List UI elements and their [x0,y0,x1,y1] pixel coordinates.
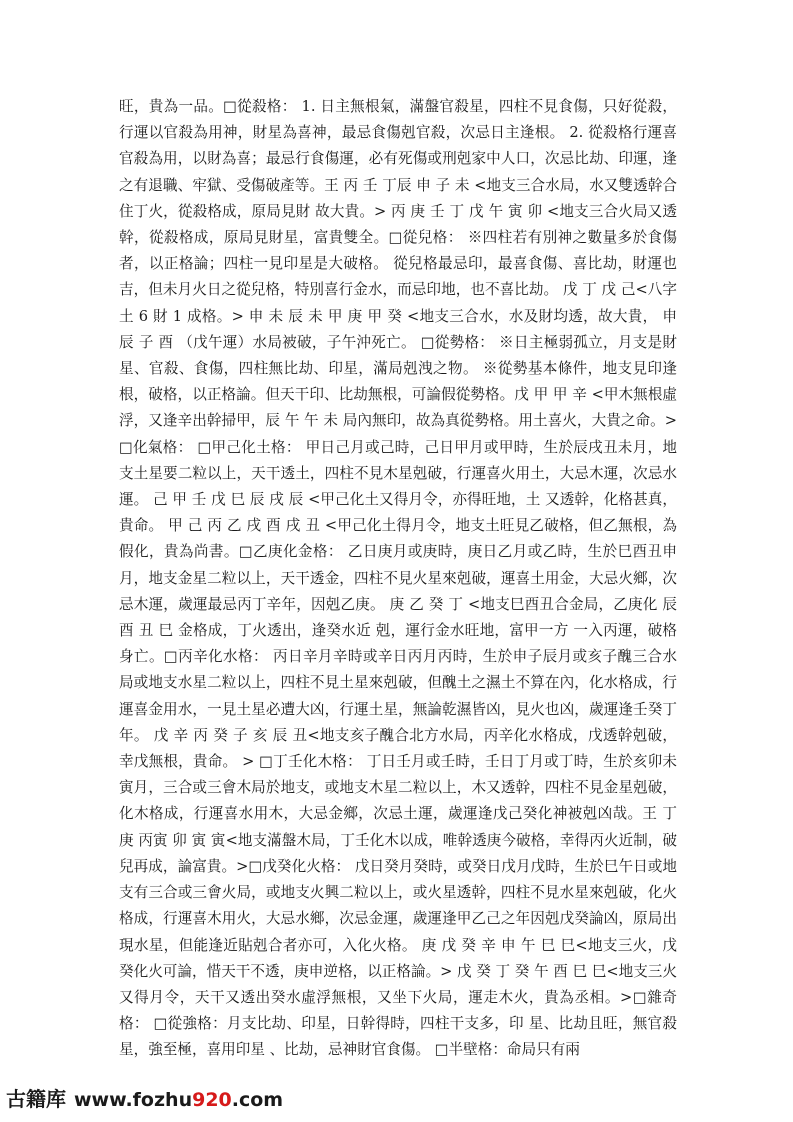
site-name: 古籍库 [6,1087,66,1111]
url-number: 920 [192,1089,232,1111]
footer-watermark [6,1083,283,1112]
site-url[interactable] [74,1089,283,1111]
body-text: 旺，貴為一品。□從殺格： 1. 日主無根氣，滿盤官殺星，四柱不見食傷，只好從殺，行運以官殺為用神，財星為喜神，最忌食傷剋官殺，次忌日主逢根。 2. 從殺格行運喜官殺為用，以財為喜；最忌行食傷運，必有死傷或刑剋家中人口，次忌比劫、印運，逢之有退職、牢獄、受傷破產等。王 丙 壬 丁辰 申 子 未 <地支三合水局，水又雙透幹合 住丁火，從殺格成，原局見財 故大貴。> 丙 庚 壬 丁 戊 午 寅 卯 <地支三合火局又透幹，從殺格成，原局見財星，富貴雙全。□從兒格： ※四柱若有別神之數量多於食傷者，以正格論；四柱一見印星是大破格。 從兒格最忌印，最喜食傷、喜比劫，財運也吉，但未月火日之從兒格，特別喜行金水，而忌印地，也不喜比劫。 戊 丁 戊 己<八字土 6 財 1 成格。> 申 未 辰 未 甲 庚 甲 癸 <地支三合水，水及財均透，故大貴， 申 辰 子 酉 （戊午運）水局被破，子午沖死亡。 □從勢格： ※日主極弱孤立，月支是財星、官殺、食傷，四柱無比劫、印星，滿局剋洩之物。 ※從勢基本條件，地支見印逢根，破格，以正格論。但天干印、比劫無根，可論假從勢格。戊 甲 甲 辛 <甲木無根虛浮，又逢辛出幹掃甲，辰 午 午 未 局內無印，故為真從勢格。用土喜火，大貴之命。>□化氣格： □甲己化土格： 甲日己月或己時，己日甲月或甲時，生於辰戌丑未月，地支土星要二粒以上，天干透土，四柱不見木星剋破，行運喜火用土，大忌木運，次忌水運。 己 甲 壬 戊 巳 辰 戌 辰 <甲己化土又得月令，亦得旺地，土 又透幹，化格甚真，貴命。 甲 己 丙 乙 戌 酉 戌 丑 <甲己化土得月令，地支土旺見乙破格，但乙無根，為假化，貴為尚書。□乙庚化金格： 乙日庚月或庚時，庚日乙月或乙時，生於巳酉丑申月，地支金星二粒以上，天干透金，四柱不見火星來剋破，運喜土用金，大忌火鄉，次忌木運，歲運最忌丙丁辛年，因剋乙庚。 庚 乙 癸 丁 <地支巳酉丑合金局，乙庚化 辰 酉 丑 巳 金格成，丁火透出，逢癸水近 剋，運行金水旺地，富甲一方 一入丙運，破格身亡。□丙辛化水格： 丙日辛月辛時或辛日丙月丙時，生於申子辰月或亥子醜三合水局或地支水星二粒以上，四柱不見土星來剋破，但醜土之濕土不算在內，化水格成，行運喜金用水，一見土星必遭大凶，行運土星，無論乾濕皆凶，見火也凶，歲運逢壬癸丁年。 戊 辛 丙 癸 子 亥 辰 丑<地支亥子醜合北方水局，丙辛化水格成，戊透幹剋破，幸戊無根，貴命。 > □丁壬化木格： 丁日壬月或壬時，壬日丁月或丁時，生於亥卯未寅月，三合或三會木局於地支，或地支木星二粒以上，木又透幹，四柱不見金星剋破，化木格成，行運喜水用木，大忌金鄉，次忌土運，歲運逢戊己癸化神被剋凶哉。王 丁 庚 丙寅 卯 寅 寅<地支滿盤木局，丁壬化木以成，唯幹透庚今破格，幸得丙火近制，破兒再成，論富貴。>□戊癸化火格： 戊日癸月癸時，或癸日戊月戊時，生於巳午日或地支有三合或三會火局，或地支火興二粒以上，或火星透幹，四柱不見水星來剋破，化火格成，行運喜木用火，大忌水鄉，次忌金運，歲運逢甲乙己之年因剋戊癸論凶，原局出現水星，但能逢近貼剋合者亦可，入化火格。 庚 戊 癸 辛 申 午 巳 巳<地支三火，戊癸化火可論，惜天干不透，庚申逆格，以正格論。> 戊 癸 丁 癸 午 酉 巳 巳<地支三火又得月令，天干又透出癸水虛浮無根，又坐下火局，運走木火，貴為丞相。>□雜奇格： □從強格：月支比劫、印星，日幹得時，四柱干支多，印 星、比劫且旺，無官殺星，強至極，喜用印星 、比劫，忌神財官食傷。 □半壁格：命局只有兩 [119,98,677,1059]
url-prefix: www.fozhu [74,1089,193,1111]
url-suffix: .com [231,1089,284,1111]
